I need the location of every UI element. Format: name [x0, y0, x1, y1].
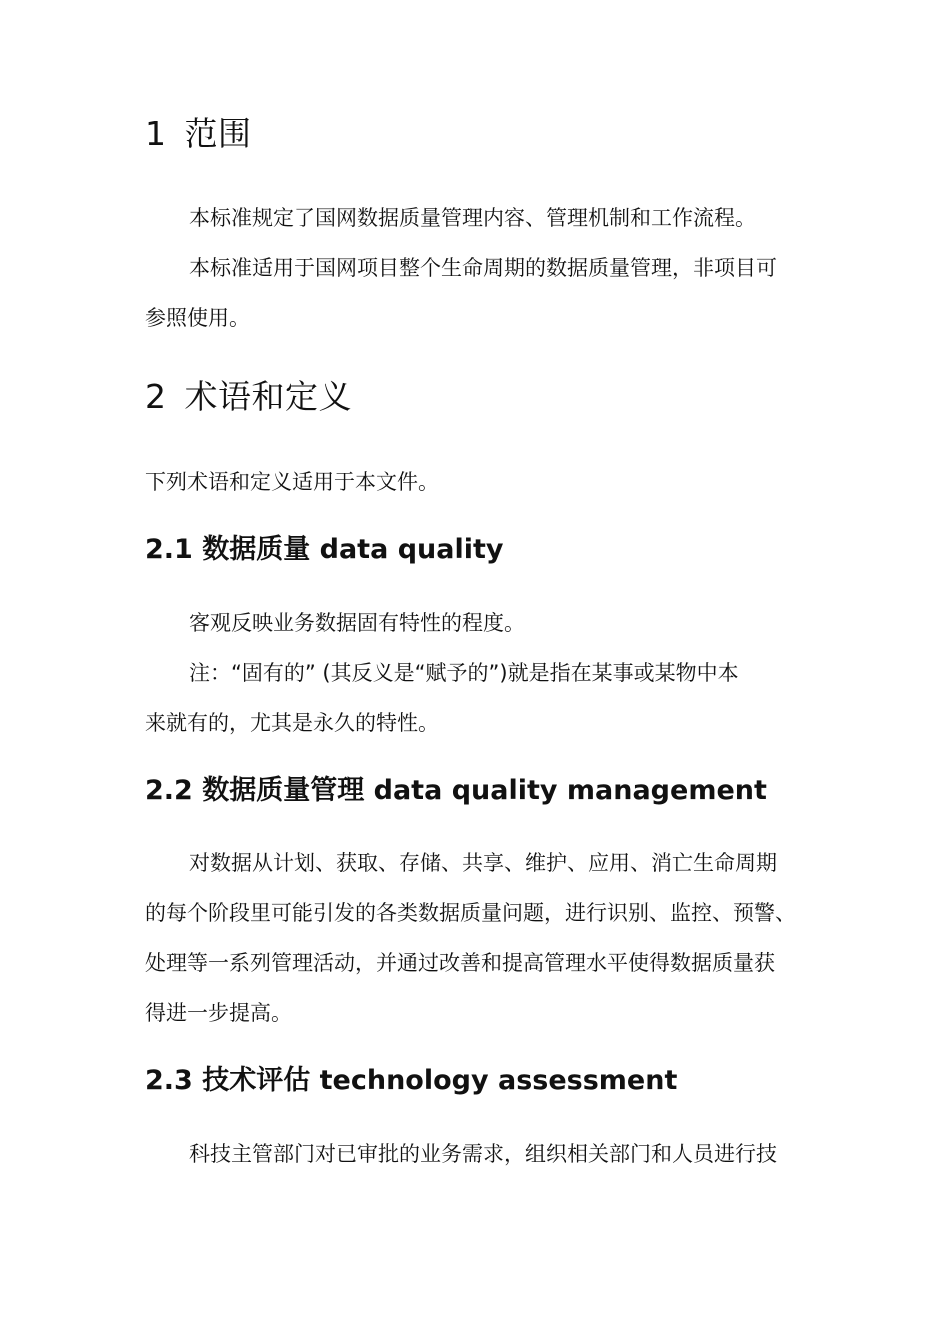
section-2-2-body	[145, 838, 810, 1038]
section-2-1-definition: 客观反映业务数据固有特性的程度。	[189, 611, 525, 635]
section-2-3-body	[145, 1129, 810, 1179]
section-2-1-body	[145, 598, 810, 748]
section-2-3-line-1: 科技主管部门对已审批的业务需求，组织相关部门和人员进行技	[189, 1142, 777, 1166]
section-2-intro: 下列术语和定义适用于本文件。	[145, 470, 439, 494]
section-1-paragraph-2-line-2: 参照使用。	[145, 306, 250, 330]
section-2-2-heading: 2.2 数据质量管理 data quality management	[145, 775, 767, 806]
section-1-title: 范围	[184, 114, 252, 153]
section-1-heading	[145, 108, 252, 155]
section-1-number: 1	[145, 114, 167, 153]
section-2-1-note-line-2: 来就有的，尤其是永久的特性。	[145, 711, 439, 735]
section-1-paragraph-2-line-1: 本标准适用于国网项目整个生命周期的数据质量管理，非项目可	[189, 256, 777, 280]
section-2-1-heading: 2.1 数据质量 data quality	[145, 534, 504, 565]
section-2-2-line-2: 的每个阶段里可能引发的各类数据质量问题，进行识别、监控、预警、	[145, 901, 796, 925]
section-2-1-note-line-1: 注：“固有的” (其反义是“赋予的”)就是指在某事或某物中本	[189, 661, 739, 685]
section-2-body	[145, 457, 810, 507]
section-2-3-heading: 2.3 技术评估 technology assessment	[145, 1065, 678, 1096]
section-2-number: 2	[145, 377, 167, 416]
section-1-body	[145, 193, 810, 343]
section-2-title: 术语和定义	[184, 377, 352, 416]
section-2-2-line-1: 对数据从计划、获取、存储、共享、维护、应用、消亡生命周期	[189, 851, 777, 875]
section-1-paragraph-1: 本标准规定了国网数据质量管理内容、管理机制和工作流程。	[189, 206, 756, 230]
section-2-heading	[145, 371, 352, 418]
section-2-2-line-4: 得进一步提高。	[145, 1001, 292, 1025]
section-2-2-line-3: 处理等一系列管理活动，并通过改善和提高管理水平使得数据质量获	[145, 951, 775, 975]
